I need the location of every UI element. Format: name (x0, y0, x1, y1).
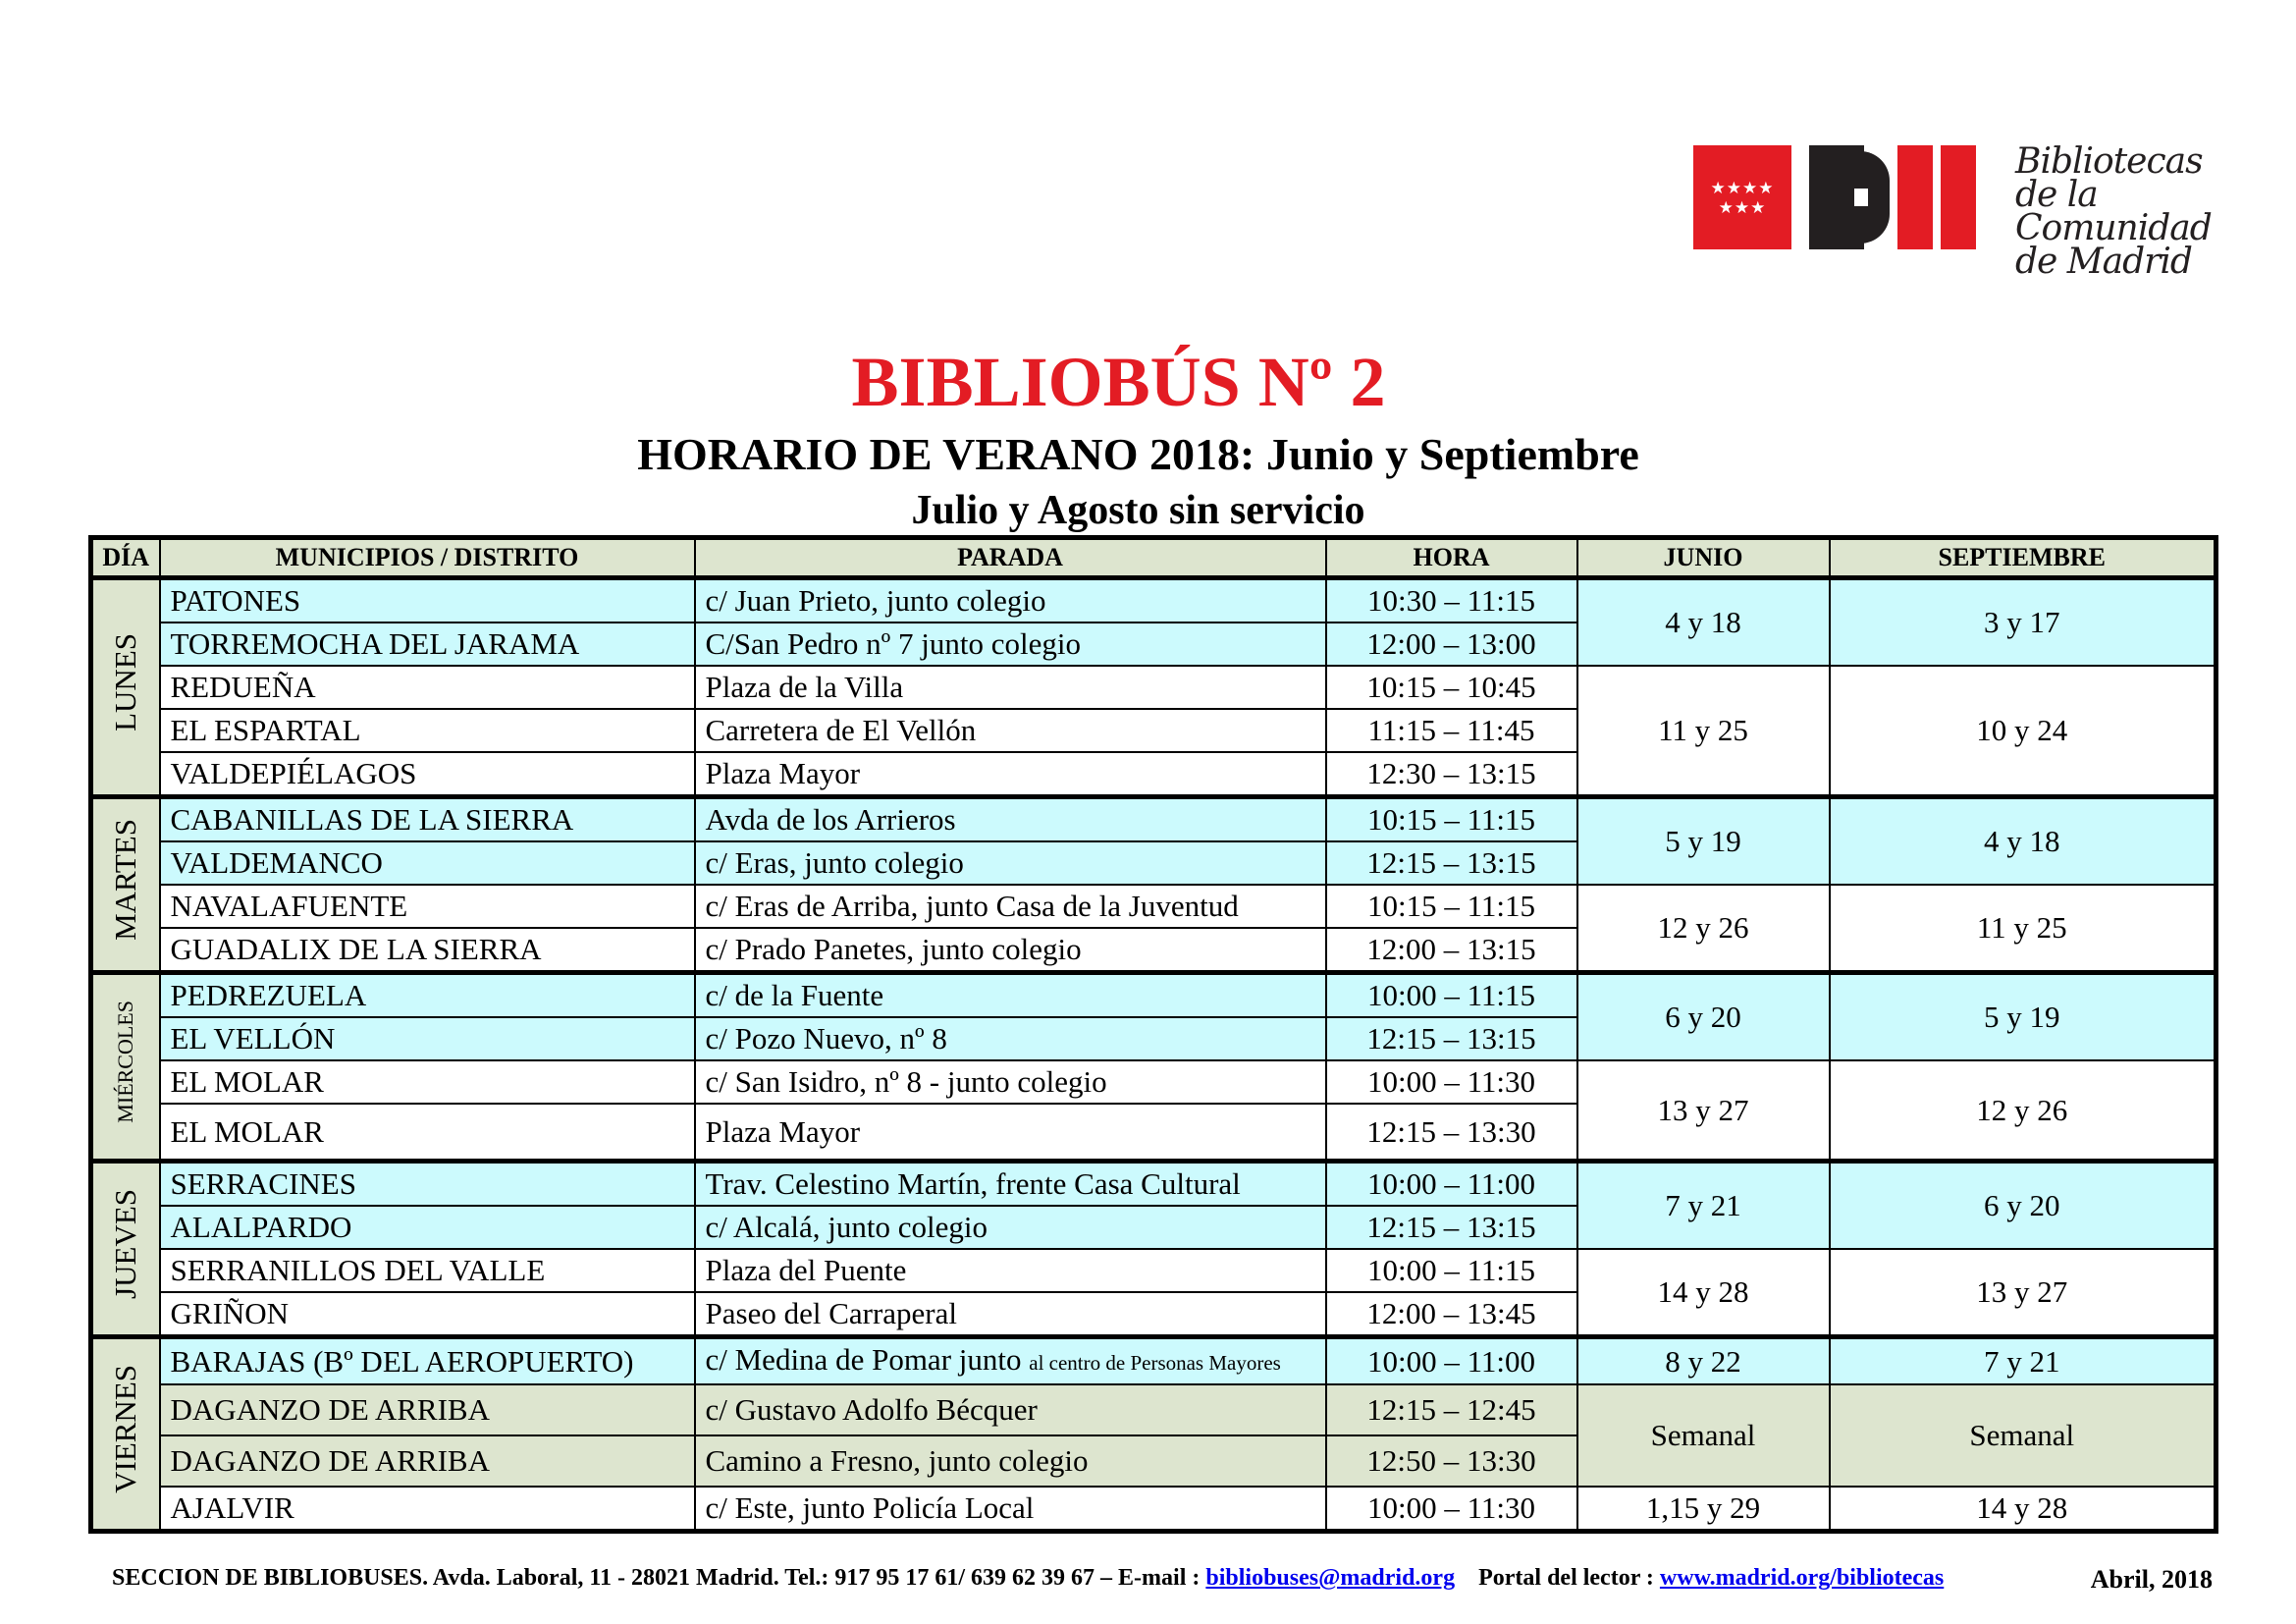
septiembre-dates: 3 y 17 (1830, 578, 2216, 667)
parada (695, 1337, 1326, 1385)
septiembre-dates: 7 y 21 (1830, 1337, 2216, 1385)
septiembre-dates: 4 y 18 (1830, 797, 2216, 886)
table-row (91, 1487, 2216, 1532)
hora: 12:50 – 13:30 (1326, 1435, 1577, 1487)
parada: Camino a Fresno, junto colegio (695, 1435, 1326, 1487)
junio-dates: 4 y 18 (1577, 578, 1830, 667)
header-junio: JUNIO (1577, 538, 1830, 578)
day-label: MIÉRCOLES (113, 1000, 138, 1123)
parada: Plaza de la Villa (695, 666, 1326, 709)
footer (112, 1565, 2213, 1592)
junio-dates: 11 y 25 (1577, 666, 1830, 797)
junio-dates: 1,15 y 29 (1577, 1487, 1830, 1532)
header-septiembre: SEPTIEMBRE (1830, 538, 2216, 578)
portal-link[interactable]: www.madrid.org/bibliotecas (1659, 1565, 1945, 1591)
email-link[interactable]: bibliobuses@madrid.org (1205, 1565, 1456, 1591)
hora: 10:30 – 11:15 (1326, 578, 1577, 623)
municipio: GRIÑON (160, 1292, 695, 1337)
table-row (91, 1337, 2216, 1385)
hora: 11:15 – 11:45 (1326, 709, 1577, 752)
parada: c/ Prado Panetes, junto colegio (695, 928, 1326, 973)
day-label: LUNES (108, 632, 143, 731)
municipio: VALDEPIÉLAGOS (160, 752, 695, 797)
table-row (91, 797, 2216, 842)
logo-line-1: Bibliotecas (2015, 141, 2203, 182)
logo (1693, 141, 2272, 282)
municipio: PATONES (160, 578, 695, 623)
logo-line-3: de Madrid (2015, 242, 2192, 282)
septiembre-dates: 14 y 28 (1830, 1487, 2216, 1532)
hora: 10:00 – 11:00 (1326, 1162, 1577, 1207)
junio-dates: 14 y 28 (1577, 1249, 1830, 1337)
junio-dates: 6 y 20 (1577, 973, 1830, 1061)
septiembre-dates: Semanal (1830, 1384, 2216, 1487)
hora: 12:15 – 13:30 (1326, 1104, 1577, 1162)
parada-main: c/ Medina de Pomar junto (705, 1342, 1022, 1377)
parada: c/ Eras, junto colegio (695, 841, 1326, 885)
header-hora: HORA (1326, 538, 1577, 578)
hora: 10:15 – 10:45 (1326, 666, 1577, 709)
municipio: DAGANZO DE ARRIBA (160, 1435, 695, 1487)
municipio: ALALPARDO (160, 1206, 695, 1249)
stars-icon: ★★★★ ★★★ (1710, 179, 1775, 218)
day-label: VIERNES (108, 1364, 143, 1493)
hora: 10:00 – 11:15 (1326, 973, 1577, 1018)
day-label: JUEVES (108, 1188, 143, 1299)
page-title: BIBLIOBÚS Nº 2 (851, 343, 1386, 421)
municipio: VALDEMANCO (160, 841, 695, 885)
footer-date: Abril, 2018 (2090, 1565, 2213, 1594)
municipio: SERRANILLOS DEL VALLE (160, 1249, 695, 1292)
table-row (91, 1060, 2216, 1104)
municipio: PEDREZUELA (160, 973, 695, 1018)
hora: 12:15 – 13:15 (1326, 841, 1577, 885)
parada: Paseo del Carraperal (695, 1292, 1326, 1337)
day-miercoles (91, 973, 160, 1162)
junio-dates: 8 y 22 (1577, 1337, 1830, 1385)
municipio: AJALVIR (160, 1487, 695, 1532)
junio-dates: 7 y 21 (1577, 1162, 1830, 1250)
logo-line-2: de la Comunidad (2015, 175, 2212, 248)
municipio: NAVALAFUENTE (160, 885, 695, 928)
municipio: EL MOLAR (160, 1104, 695, 1162)
municipio: DAGANZO DE ARRIBA (160, 1384, 695, 1435)
hora: 12:30 – 13:15 (1326, 752, 1577, 797)
day-jueves (91, 1162, 160, 1337)
parada: Plaza Mayor (695, 1104, 1326, 1162)
page-note: Julio y Agosto sin servicio (911, 488, 1365, 533)
parada: Plaza Mayor (695, 752, 1326, 797)
hora: 10:00 – 11:00 (1326, 1337, 1577, 1385)
table-row (91, 973, 2216, 1018)
parada: Avda de los Arrieros (695, 797, 1326, 842)
junio-dates: Semanal (1577, 1384, 1830, 1487)
parada: c/ San Isidro, nº 8 - junto colegio (695, 1060, 1326, 1104)
page-subtitle: HORARIO DE VERANO 2018: Junio y Septiembre (637, 429, 1639, 479)
junio-dates: 12 y 26 (1577, 885, 1830, 973)
septiembre-dates: 5 y 19 (1830, 973, 2216, 1061)
parada: c/ Gustavo Adolfo Bécquer (695, 1384, 1326, 1435)
schedule-table (88, 535, 2218, 1534)
footer-contact: SECCION DE BIBLIOBUSES. Avda. Laboral, 11 - 28021 Madrid. Tel.: 917 95 17 61/ 639 62 39 67 – E-mail : (112, 1565, 1201, 1591)
parada-detail: al centro de Personas Mayores (1029, 1351, 1281, 1375)
day-martes (91, 797, 160, 973)
septiembre-dates: 10 y 24 (1830, 666, 2216, 797)
parada: c/ Pozo Nuevo, nº 8 (695, 1017, 1326, 1060)
junio-dates: 5 y 19 (1577, 797, 1830, 886)
logo-text (2015, 141, 2272, 282)
table-row (91, 666, 2216, 709)
municipio: CABANILLAS DE LA SIERRA (160, 797, 695, 842)
septiembre-dates: 11 y 25 (1830, 885, 2216, 973)
header-parada: PARADA (695, 538, 1326, 578)
hora: 12:15 – 13:15 (1326, 1206, 1577, 1249)
day-viernes (91, 1337, 160, 1532)
parada: Trav. Celestino Martín, frente Casa Cultural (695, 1162, 1326, 1207)
day-lunes (91, 578, 160, 797)
hora: 12:00 – 13:15 (1326, 928, 1577, 973)
madrid-flag-icon (1693, 145, 1791, 249)
hora: 10:15 – 11:15 (1326, 885, 1577, 928)
table-row (91, 1384, 2216, 1435)
table-header (91, 538, 2216, 578)
municipio: EL VELLÓN (160, 1017, 695, 1060)
hora: 10:15 – 11:15 (1326, 797, 1577, 842)
parada: c/ Juan Prieto, junto colegio (695, 578, 1326, 623)
day-label: MARTES (108, 818, 143, 941)
hora: 12:00 – 13:00 (1326, 623, 1577, 666)
parada: c/ Alcalá, junto colegio (695, 1206, 1326, 1249)
hora: 12:15 – 12:45 (1326, 1384, 1577, 1435)
hora: 12:00 – 13:45 (1326, 1292, 1577, 1337)
parada: Carretera de El Vellón (695, 709, 1326, 752)
header-municipios: MUNICIPIOS / DISTRITO (160, 538, 695, 578)
table-row (91, 1162, 2216, 1207)
table-row (91, 885, 2216, 928)
hora: 10:00 – 11:30 (1326, 1487, 1577, 1532)
parada: c/ Este, junto Policía Local (695, 1487, 1326, 1532)
municipio: TORREMOCHA DEL JARAMA (160, 623, 695, 666)
hora: 12:15 – 13:15 (1326, 1017, 1577, 1060)
parada: c/ Eras de Arriba, junto Casa de la Juventud (695, 885, 1326, 928)
municipio: BARAJAS (Bº DEL AEROPUERTO) (160, 1337, 695, 1385)
hora: 10:00 – 11:30 (1326, 1060, 1577, 1104)
parada: c/ de la Fuente (695, 973, 1326, 1018)
hora: 10:00 – 11:15 (1326, 1249, 1577, 1292)
parada: Plaza del Puente (695, 1249, 1326, 1292)
junio-dates: 13 y 27 (1577, 1060, 1830, 1162)
municipio: EL ESPARTAL (160, 709, 695, 752)
header-dia: DÍA (91, 538, 160, 578)
bii-logo-icon (1809, 145, 2005, 249)
table-row (91, 578, 2216, 623)
portal-label: Portal del lector : (1478, 1565, 1654, 1591)
septiembre-dates: 13 y 27 (1830, 1249, 2216, 1337)
septiembre-dates: 6 y 20 (1830, 1162, 2216, 1250)
table-row (91, 1249, 2216, 1292)
parada: C/San Pedro nº 7 junto colegio (695, 623, 1326, 666)
municipio: EL MOLAR (160, 1060, 695, 1104)
septiembre-dates: 12 y 26 (1830, 1060, 2216, 1162)
municipio: GUADALIX DE LA SIERRA (160, 928, 695, 973)
municipio: SERRACINES (160, 1162, 695, 1207)
municipio: REDUEÑA (160, 666, 695, 709)
